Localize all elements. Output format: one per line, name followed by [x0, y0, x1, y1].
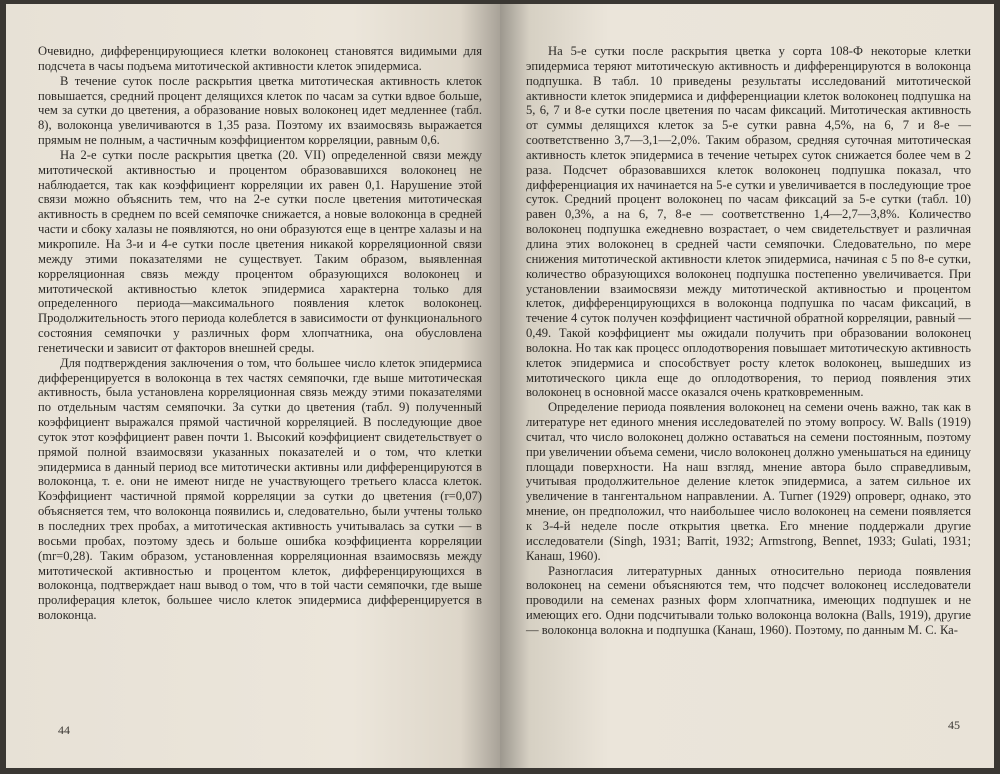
right-page-text	[526, 44, 971, 638]
left-page	[6, 4, 500, 768]
paragraph: На 2-е сутки после раскрытия цветка (20. VII) определенной связи между митотической активностью и процентом образовавшихся волоконец не наблюдается, так как коэффициент корреляции их равен 0,1. Нарушение этой связи можно объяснить тем, что на 2-е сутки после цветения митотическая активность в среднем по всей семяпочке снижается, а новые волоконца в средней части и сбоку халазы не появляются, но они образуются еще в центре халазы и на микропиле. На 3-и и 4-е сутки после цветения никакой корреляционной связи между этими показателями не существует. Таким образом, выявленная корреляционная связь между процентом образующихся волоконец и митотической активностью клеток эпидермиса характерна только для определенного периода—максимального появления клеток волоконец. Продолжительность этого периода колеблется в зависимости от функционального состояния семяпочки у различных форм хлопчатника, она обусловлена генетически и зависит от факторов внешней среды.	[38, 147, 482, 355]
left-page-text	[38, 44, 482, 623]
paragraph: На 5-е сутки после раскрытия цветка у сорта 108-Ф некоторые клетки эпидермиса теряют митотическую активность и дифференцируются в волоконца подпушка. В табл. 10 приведены результаты исследований митотической активности клеток эпидермиса и дифференциации клеток волоконец подпушка на 5, 6, 7 и 8-е сутки после цветения по часам фиксаций. Митотическая активность от суммы делящихся клеток за 5-е сутки равна 4,5%, на 6, 7 и 8-е — соответственно 3,7—3,1—2,0%. Таким образом, средняя суточная митотическая активность клеток эпидермиса в течение четырех суток снижается более чем в 2 раза. Подсчет образовавшихся клеток волоконец подпушка показал, что дифференциация их начинается на 5-е сутки и увеличивается в последующие трое суток. Средний процент волоконец по часам фиксаций за 5-е сутки (табл. 10) равен 0,3%, а на 6, 7, 8-е — соответственно 1,4—2,7—3,8%. Количество волоконец подпушка ежедневно возрастает, о чем свидетельствует и различная длина этих волоконец в средней части семяпочки. Следовательно, по мере снижения митотической активности клеток эпидермиса, начиная с 5 по 8-е сутки, количество образующихся волоконец подпушка постепенно увеличивается. При установлении взаимосвязи между митотической активностью и процентом клеток, дифференцирующихся в волоконца подпушка по часам фиксаций, в течение 4 суток получен коэффициент частичной обратной корреляции, равный —0,49. Такой коэффициент мы ожидали получить при образовании волоконец волокна. Но так как процесс оплодотворения повышает митотическую активность клеток эпидермиса и способствует росту клеток волоконец, вышедших из митотического цикла еще до оплодотворения, то период появления этих волоконец в основной массе оказался очень кратковременным.	[526, 44, 971, 400]
paragraph: Определение периода появления волоконец на семени очень важно, так как в литературе нет единого мнения исследователей по этому вопросу. W. Balls (1919) считал, что число волоконец должно оставаться на семени постоянным, поэтому при увеличении объема семени, число волоконец должно уменьшаться на единицу площади поверхности. На наш взгляд, мнение автора было справедливым, учитывая продолжительное деление клеток эпидермиса, а затем сильное их увеличение в тангентальном направлении. A. Turner (1929) опроверг, однако, это мнение, он предположил, что наибольшее число волоконец на семени появляется к 3-4-й неделе после открытия цветка. Его мнение поддержали другие исследователи (Singh, 1931; Barrit, 1932; Armstrong, Bennet, 1933; Gulati, 1931; Канаш, 1960).	[526, 400, 971, 563]
page-number: 44	[58, 723, 70, 737]
paragraph: Для подтверждения заключения о том, что большее число клеток эпидермиса дифференцируется в волоконца в тех частях семяпочки, где выше митотическая активность, была установлена корреляционная связь между этими показателями по отдельным частям семяпочки. За сутки до цветения (табл. 9) полученный коэффициент выражался прямой частичной корреляцией. В последующие двое суток этот коэффициент равен почти 1. Высокий коэффициент свидетельствует о прямой полной взаимосвязи указанных показателей и о том, что клетки эпидермиса в данный период все митотически активны или дифференцируются в волоконца, т. е. они не имеют нигде не участвующего третьего класса клеток. Коэффициент частичной прямой корреляции за сутки до цветения (r=0,07) объясняется тем, что волоконца появились и, следовательно, были учтены только в последних трех пробах, а митотическая активность учитывалась за сутки — в восьми пробах, поэтому здесь и больше ошибка коэффициента корреляции (mr=0,28). Таким образом, установленная корреляционная взаимосвязь между митотической активностью и процентом клеток, дифференцирующихся в волоконца, подтверждает наш вывод о том, что в той части семяпочки, где выше пролиферация клеток, большее число клеток эпидермиса дифференцируется в волоконца.	[38, 355, 482, 623]
right-page	[500, 4, 994, 768]
book-spread	[6, 4, 994, 768]
page-number: 45	[948, 718, 960, 732]
paragraph: Очевидно, дифференцирующиеся клетки волоконец становятся видимыми для подсчета в часы подъема митотической активности клеток эпидермиса.	[38, 44, 482, 73]
paragraph: Разногласия литературных данных относительно периода появления волоконец на семени объясняются тем, что подсчет волоконец исследователи проводили на семенах разных форм хлопчатника, имеющих подпушек и не имеющих его. Одни подсчитывали только волоконца волокна (Balls, 1919), другие — волоконца волокна и подпушка (Канаш, 1960). Поэтому, по данным М. С. Ка-	[526, 563, 971, 637]
paragraph: В течение суток после раскрытия цветка митотическая активность клеток повышается, средний процент делящихся клеток по часам за сутки вдвое больше, чем за сутки до цветения, а образование новых волоконец идет медленнее (табл. 8), волоконца увеличиваются в 1,35 раза. Поэтому их взаимосвязь выражается прямым не полным, а частичным коэффициентом корреляции, равным 0,6.	[38, 73, 482, 148]
